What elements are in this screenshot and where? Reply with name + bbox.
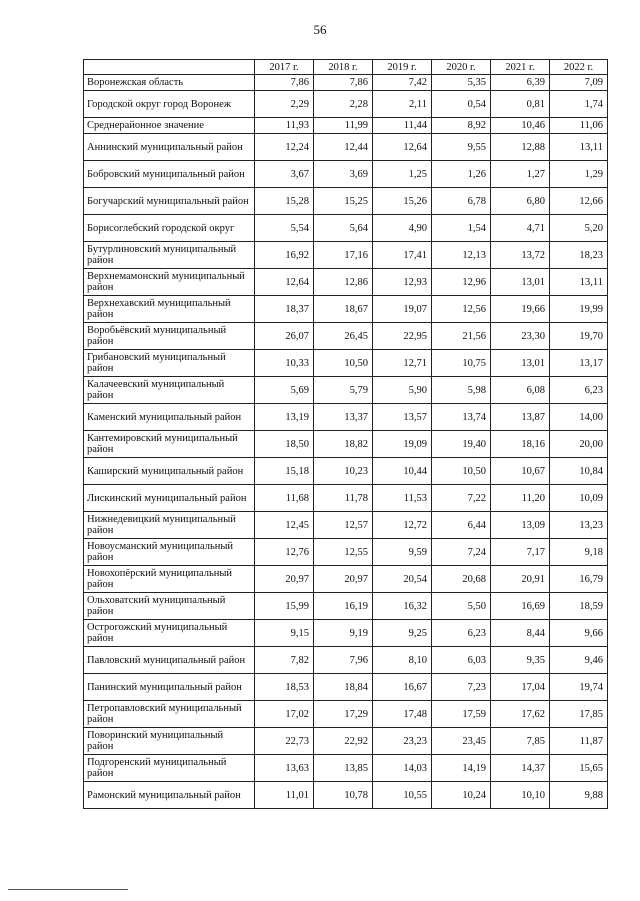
table-cell: 10,84 (550, 458, 608, 485)
table-cell: 17,29 (314, 701, 373, 728)
table-cell: 15,25 (314, 188, 373, 215)
table-cell: 5,90 (373, 377, 432, 404)
table-cell: 0,81 (491, 91, 550, 118)
table-cell: 22,73 (255, 728, 314, 755)
table-row (84, 782, 608, 809)
table-cell: 6,03 (432, 647, 491, 674)
row-label: Бутурлиновский муниципальный район (84, 242, 255, 269)
table-cell: 17,59 (432, 701, 491, 728)
table-cell: 11,93 (255, 118, 314, 134)
table-cell: 14,03 (373, 755, 432, 782)
table-cell: 15,18 (255, 458, 314, 485)
table-cell: 18,67 (314, 296, 373, 323)
table-row (84, 118, 608, 134)
table-cell: 1,29 (550, 161, 608, 188)
table-cell: 11,87 (550, 728, 608, 755)
table-row (84, 647, 608, 674)
table-cell: 1,26 (432, 161, 491, 188)
table-cell: 1,27 (491, 161, 550, 188)
row-label: Городской округ город Воронеж (84, 91, 255, 118)
table-row (84, 215, 608, 242)
row-label: Аннинский муниципальный район (84, 134, 255, 161)
row-label: Богучарский муниципальный район (84, 188, 255, 215)
data-table (83, 59, 608, 809)
table-row (84, 377, 608, 404)
table-row (84, 485, 608, 512)
table-cell: 23,45 (432, 728, 491, 755)
table-cell: 13,87 (491, 404, 550, 431)
table-row (84, 539, 608, 566)
row-label: Панинский муниципальный район (84, 674, 255, 701)
table-row (84, 755, 608, 782)
table-cell: 21,56 (432, 323, 491, 350)
table-cell: 12,72 (373, 512, 432, 539)
table-cell: 20,97 (255, 566, 314, 593)
table-cell: 19,99 (550, 296, 608, 323)
table-cell: 10,24 (432, 782, 491, 809)
table-cell: 12,56 (432, 296, 491, 323)
table-cell: 15,26 (373, 188, 432, 215)
table-cell: 15,28 (255, 188, 314, 215)
table-cell: 8,92 (432, 118, 491, 134)
table-cell: 12,71 (373, 350, 432, 377)
table-cell: 10,67 (491, 458, 550, 485)
table-cell: 11,78 (314, 485, 373, 512)
table-cell: 17,04 (491, 674, 550, 701)
column-header: 2020 г. (432, 60, 491, 75)
table-cell: 3,69 (314, 161, 373, 188)
table-cell: 13,01 (491, 269, 550, 296)
table-cell: 13,72 (491, 242, 550, 269)
table-cell: 19,40 (432, 431, 491, 458)
table-cell: 7,23 (432, 674, 491, 701)
column-header: 2018 г. (314, 60, 373, 75)
table-cell: 7,82 (255, 647, 314, 674)
row-label: Калачеевский муниципальный район (84, 377, 255, 404)
table-cell: 0,54 (432, 91, 491, 118)
table-cell: 13,85 (314, 755, 373, 782)
table-row (84, 269, 608, 296)
table-cell: 10,50 (432, 458, 491, 485)
table-cell: 1,74 (550, 91, 608, 118)
table-cell: 9,66 (550, 620, 608, 647)
row-label: Лискинский муниципальный район (84, 485, 255, 512)
table-cell: 11,20 (491, 485, 550, 512)
table-cell: 9,19 (314, 620, 373, 647)
row-label: Каменский муниципальный район (84, 404, 255, 431)
table-cell: 10,55 (373, 782, 432, 809)
table-cell: 18,59 (550, 593, 608, 620)
table-cell: 10,50 (314, 350, 373, 377)
table-cell: 12,45 (255, 512, 314, 539)
table-cell: 7,96 (314, 647, 373, 674)
table-row (84, 404, 608, 431)
table-cell: 5,20 (550, 215, 608, 242)
table-cell: 12,64 (255, 269, 314, 296)
table-cell: 6,23 (550, 377, 608, 404)
table-cell: 1,54 (432, 215, 491, 242)
table-row (84, 134, 608, 161)
table-cell: 12,13 (432, 242, 491, 269)
table-cell: 14,37 (491, 755, 550, 782)
table-cell: 2,29 (255, 91, 314, 118)
table-cell: 19,09 (373, 431, 432, 458)
row-label: Павловский муниципальный район (84, 647, 255, 674)
table-cell: 19,66 (491, 296, 550, 323)
table-cell: 5,50 (432, 593, 491, 620)
table-cell: 9,18 (550, 539, 608, 566)
table-cell: 20,91 (491, 566, 550, 593)
table-cell: 9,88 (550, 782, 608, 809)
table-cell: 13,11 (550, 134, 608, 161)
table-cell: 22,92 (314, 728, 373, 755)
table-cell: 13,57 (373, 404, 432, 431)
row-label: Новохопёрский муниципальный район (84, 566, 255, 593)
table-cell: 13,19 (255, 404, 314, 431)
table-cell: 13,11 (550, 269, 608, 296)
table-cell: 12,24 (255, 134, 314, 161)
table-cell: 10,44 (373, 458, 432, 485)
row-label: Воробьёвский муниципальный район (84, 323, 255, 350)
table-cell: 16,67 (373, 674, 432, 701)
table-cell: 18,16 (491, 431, 550, 458)
table-cell: 6,23 (432, 620, 491, 647)
table-cell: 7,22 (432, 485, 491, 512)
table-cell: 26,07 (255, 323, 314, 350)
table-cell: 16,32 (373, 593, 432, 620)
row-label: Бобровский муниципальный район (84, 161, 255, 188)
table-cell: 11,44 (373, 118, 432, 134)
table-cell: 6,80 (491, 188, 550, 215)
table-row (84, 458, 608, 485)
table-cell: 11,53 (373, 485, 432, 512)
row-label: Борисоглебский городской округ (84, 215, 255, 242)
table-cell: 4,90 (373, 215, 432, 242)
table-cell: 15,65 (550, 755, 608, 782)
table-cell: 20,54 (373, 566, 432, 593)
table-cell: 9,35 (491, 647, 550, 674)
table-cell: 7,24 (432, 539, 491, 566)
table-cell: 10,33 (255, 350, 314, 377)
table-cell: 11,99 (314, 118, 373, 134)
table-cell: 12,76 (255, 539, 314, 566)
row-label: Подгоренский муниципальный район (84, 755, 255, 782)
row-label: Верхнехавский муниципальный район (84, 296, 255, 323)
table-cell: 8,10 (373, 647, 432, 674)
table-cell: 14,00 (550, 404, 608, 431)
table-cell: 5,98 (432, 377, 491, 404)
table-row (84, 728, 608, 755)
table-cell: 10,23 (314, 458, 373, 485)
table-row (84, 566, 608, 593)
table-row (84, 75, 608, 91)
table-row (84, 701, 608, 728)
footer-divider (8, 889, 128, 890)
table-cell: 12,93 (373, 269, 432, 296)
table-body (84, 75, 608, 809)
table-cell: 20,00 (550, 431, 608, 458)
table-cell: 6,78 (432, 188, 491, 215)
table-cell: 10,46 (491, 118, 550, 134)
row-label: Среднерайонное значение (84, 118, 255, 134)
table-cell: 7,42 (373, 75, 432, 91)
table-cell: 18,23 (550, 242, 608, 269)
table-cell: 10,09 (550, 485, 608, 512)
table-cell: 13,17 (550, 350, 608, 377)
table-row (84, 512, 608, 539)
table-cell: 18,84 (314, 674, 373, 701)
table-cell: 6,44 (432, 512, 491, 539)
table-cell: 9,59 (373, 539, 432, 566)
table-cell: 16,79 (550, 566, 608, 593)
table-cell: 7,85 (491, 728, 550, 755)
table-row (84, 593, 608, 620)
table-cell: 23,30 (491, 323, 550, 350)
table-row (84, 296, 608, 323)
table-cell: 16,92 (255, 242, 314, 269)
table-cell: 19,74 (550, 674, 608, 701)
column-header: 2022 г. (550, 60, 608, 75)
table-cell: 7,86 (255, 75, 314, 91)
table-cell: 2,11 (373, 91, 432, 118)
table-cell: 9,25 (373, 620, 432, 647)
table-cell: 18,82 (314, 431, 373, 458)
table-cell: 8,44 (491, 620, 550, 647)
table-cell: 6,39 (491, 75, 550, 91)
table-cell: 4,71 (491, 215, 550, 242)
table-row (84, 620, 608, 647)
row-label: Верхнемамонский муниципальный район (84, 269, 255, 296)
table-cell: 11,06 (550, 118, 608, 134)
column-header: 2017 г. (255, 60, 314, 75)
table-cell: 17,48 (373, 701, 432, 728)
row-label: Воронежская область (84, 75, 255, 91)
row-label: Рамонский муниципальный район (84, 782, 255, 809)
table-cell: 18,37 (255, 296, 314, 323)
table-cell: 13,63 (255, 755, 314, 782)
table-cell: 20,68 (432, 566, 491, 593)
column-header: 2019 г. (373, 60, 432, 75)
table-cell: 19,70 (550, 323, 608, 350)
table-cell: 12,64 (373, 134, 432, 161)
table-cell: 6,08 (491, 377, 550, 404)
table-cell: 5,69 (255, 377, 314, 404)
table-cell: 18,53 (255, 674, 314, 701)
table-cell: 26,45 (314, 323, 373, 350)
table-cell: 7,17 (491, 539, 550, 566)
column-header (84, 60, 255, 75)
table-cell: 16,69 (491, 593, 550, 620)
table-cell: 7,09 (550, 75, 608, 91)
table-cell: 1,25 (373, 161, 432, 188)
table-cell: 12,44 (314, 134, 373, 161)
table-cell: 12,57 (314, 512, 373, 539)
table-cell: 12,96 (432, 269, 491, 296)
row-label: Острогожский муниципальный район (84, 620, 255, 647)
table-cell: 10,75 (432, 350, 491, 377)
table-cell: 16,19 (314, 593, 373, 620)
table-cell: 23,23 (373, 728, 432, 755)
row-label: Ольховатский муниципальный район (84, 593, 255, 620)
table-cell: 17,41 (373, 242, 432, 269)
table-cell: 12,86 (314, 269, 373, 296)
table-cell: 5,64 (314, 215, 373, 242)
table-cell: 9,15 (255, 620, 314, 647)
table-cell: 13,23 (550, 512, 608, 539)
table-cell: 14,19 (432, 755, 491, 782)
table-cell: 22,95 (373, 323, 432, 350)
table-cell: 7,86 (314, 75, 373, 91)
table-header-row (84, 60, 608, 75)
row-label: Нижнедевицкий муниципальный район (84, 512, 255, 539)
table-cell: 18,50 (255, 431, 314, 458)
page-number: 56 (313, 22, 327, 37)
table-cell: 2,28 (314, 91, 373, 118)
table-cell: 9,46 (550, 647, 608, 674)
table-cell: 12,55 (314, 539, 373, 566)
row-label: Каширский муниципальный район (84, 458, 255, 485)
row-label: Поворинский муниципальный район (84, 728, 255, 755)
row-label: Грибановский муниципальный район (84, 350, 255, 377)
table-cell: 5,54 (255, 215, 314, 242)
table-cell: 19,07 (373, 296, 432, 323)
table-cell: 10,10 (491, 782, 550, 809)
table-cell: 17,85 (550, 701, 608, 728)
table-cell: 5,79 (314, 377, 373, 404)
table-cell: 11,68 (255, 485, 314, 512)
table-row (84, 674, 608, 701)
table-cell: 17,02 (255, 701, 314, 728)
table-row (84, 323, 608, 350)
table-cell: 17,16 (314, 242, 373, 269)
row-label: Кантемировский муниципальный район (84, 431, 255, 458)
column-header: 2021 г. (491, 60, 550, 75)
table-cell: 3,67 (255, 161, 314, 188)
table-row (84, 431, 608, 458)
table-row (84, 242, 608, 269)
table-cell: 12,66 (550, 188, 608, 215)
table-cell: 11,01 (255, 782, 314, 809)
table-row (84, 350, 608, 377)
table-row (84, 188, 608, 215)
table-cell: 15,99 (255, 593, 314, 620)
table-cell: 10,78 (314, 782, 373, 809)
table-cell: 17,62 (491, 701, 550, 728)
table-cell: 13,09 (491, 512, 550, 539)
table-cell: 12,88 (491, 134, 550, 161)
row-label: Петропавловский муниципальный район (84, 701, 255, 728)
table-cell: 13,01 (491, 350, 550, 377)
table-cell: 13,37 (314, 404, 373, 431)
table-row (84, 91, 608, 118)
table-cell: 5,35 (432, 75, 491, 91)
table-cell: 13,74 (432, 404, 491, 431)
row-label: Новоусманский муниципальный район (84, 539, 255, 566)
table-cell: 20,97 (314, 566, 373, 593)
table-cell: 9,55 (432, 134, 491, 161)
table-row (84, 161, 608, 188)
